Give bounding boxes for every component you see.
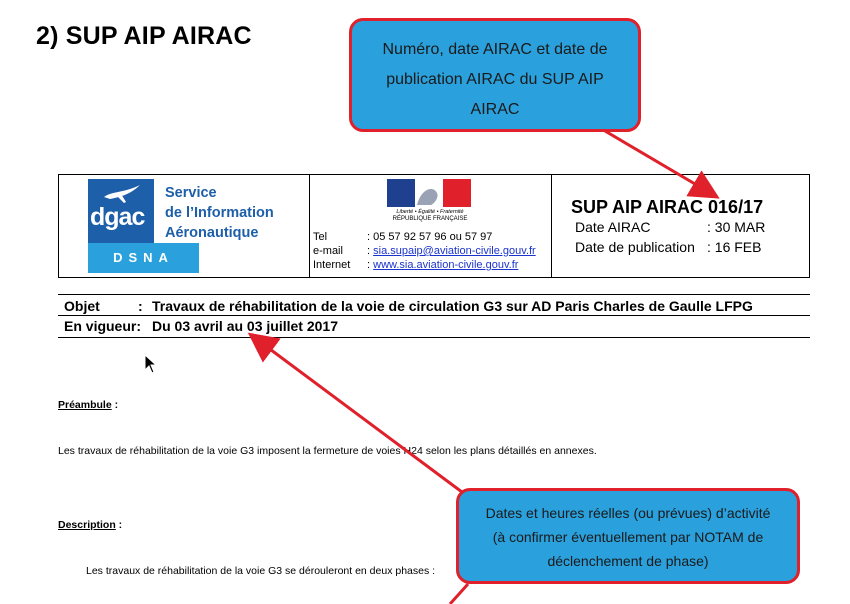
callout-line: AIRAC	[470, 101, 520, 118]
service-line: de l’Information	[165, 205, 274, 221]
date-airac-label: Date AIRAC	[575, 219, 651, 235]
service-line: Service	[165, 185, 217, 201]
description-heading: Description :	[58, 519, 123, 531]
dsna-label: DSNA	[88, 243, 199, 273]
preambule-heading-text: Préambule	[58, 399, 112, 411]
date-airac-value: : 30 MAR	[707, 219, 766, 235]
callout-line: déclenchement de phase)	[547, 553, 709, 569]
description-heading-text: Description	[58, 519, 116, 531]
section-title: 2) SUP AIP AIRAC	[36, 22, 252, 50]
callout-line: (à confirmer éventuellement par NOTAM de	[492, 529, 764, 545]
tel-label: Tel	[313, 231, 328, 243]
arrow-tail-bottom	[450, 584, 468, 604]
objet-value: Travaux de réhabilitation de la voie de circulation G3 sur AD Paris Charles de Gaulle LFPG	[152, 298, 753, 314]
tel-value: : 05 57 92 57 96 ou 57 97	[367, 231, 493, 243]
contact-internet: Internet : www.sia.aviation-civile.gouv.fr	[313, 259, 519, 271]
internet-link[interactable]: www.sia.aviation-civile.gouv.fr	[373, 259, 519, 271]
callout-line: Numéro, date AIRAC et date de	[382, 41, 608, 58]
objet-label: Objet	[64, 298, 100, 314]
preambule-text: Les travaux de réhabilitation de la voie G3 imposent la fermeture de voies H24 selon les plans détaillés en annexes.	[58, 445, 597, 457]
date-pub-value: : 16 FEB	[707, 239, 762, 255]
description-text: Les travaux de réhabilitation de la voie G3 se dérouleront en deux phases :	[86, 565, 436, 577]
contact-email: e-mail : sia.supaip@aviation-civile.gouv.fr	[313, 245, 536, 257]
dgac-text: dgac	[90, 203, 145, 231]
vigueur-label: En vigueur:	[64, 318, 142, 334]
callout-line: publication AIRAC du SUP AIP	[386, 71, 604, 88]
internet-label: Internet	[313, 259, 351, 271]
service-line: Aéronautique	[165, 225, 259, 241]
email-link[interactable]: sia.supaip@aviation-civile.gouv.fr	[373, 245, 536, 257]
date-pub-label: Date de publication	[575, 239, 695, 255]
arrow-to-sup-number	[600, 128, 712, 194]
email-label: e-mail	[313, 245, 343, 257]
republic-motto: Liberté • Égalité • Fraternité	[396, 209, 464, 215]
callout-dates-activity	[456, 488, 800, 584]
vigueur-value: Du 03 avril au 03 juillet 2017	[152, 318, 338, 334]
arrow-to-vigueur	[255, 338, 470, 498]
objet-colon: :	[138, 298, 143, 314]
republic-name: RÉPUBLIQUE FRANÇAISE	[392, 216, 468, 222]
callout-airac-info	[349, 18, 641, 132]
sup-number: SUP AIP AIRAC 016/17	[571, 197, 764, 217]
callout-line: Dates et heures réelles (ou prévues) d’activité	[485, 505, 771, 521]
preambule-heading: Préambule :	[58, 399, 119, 411]
